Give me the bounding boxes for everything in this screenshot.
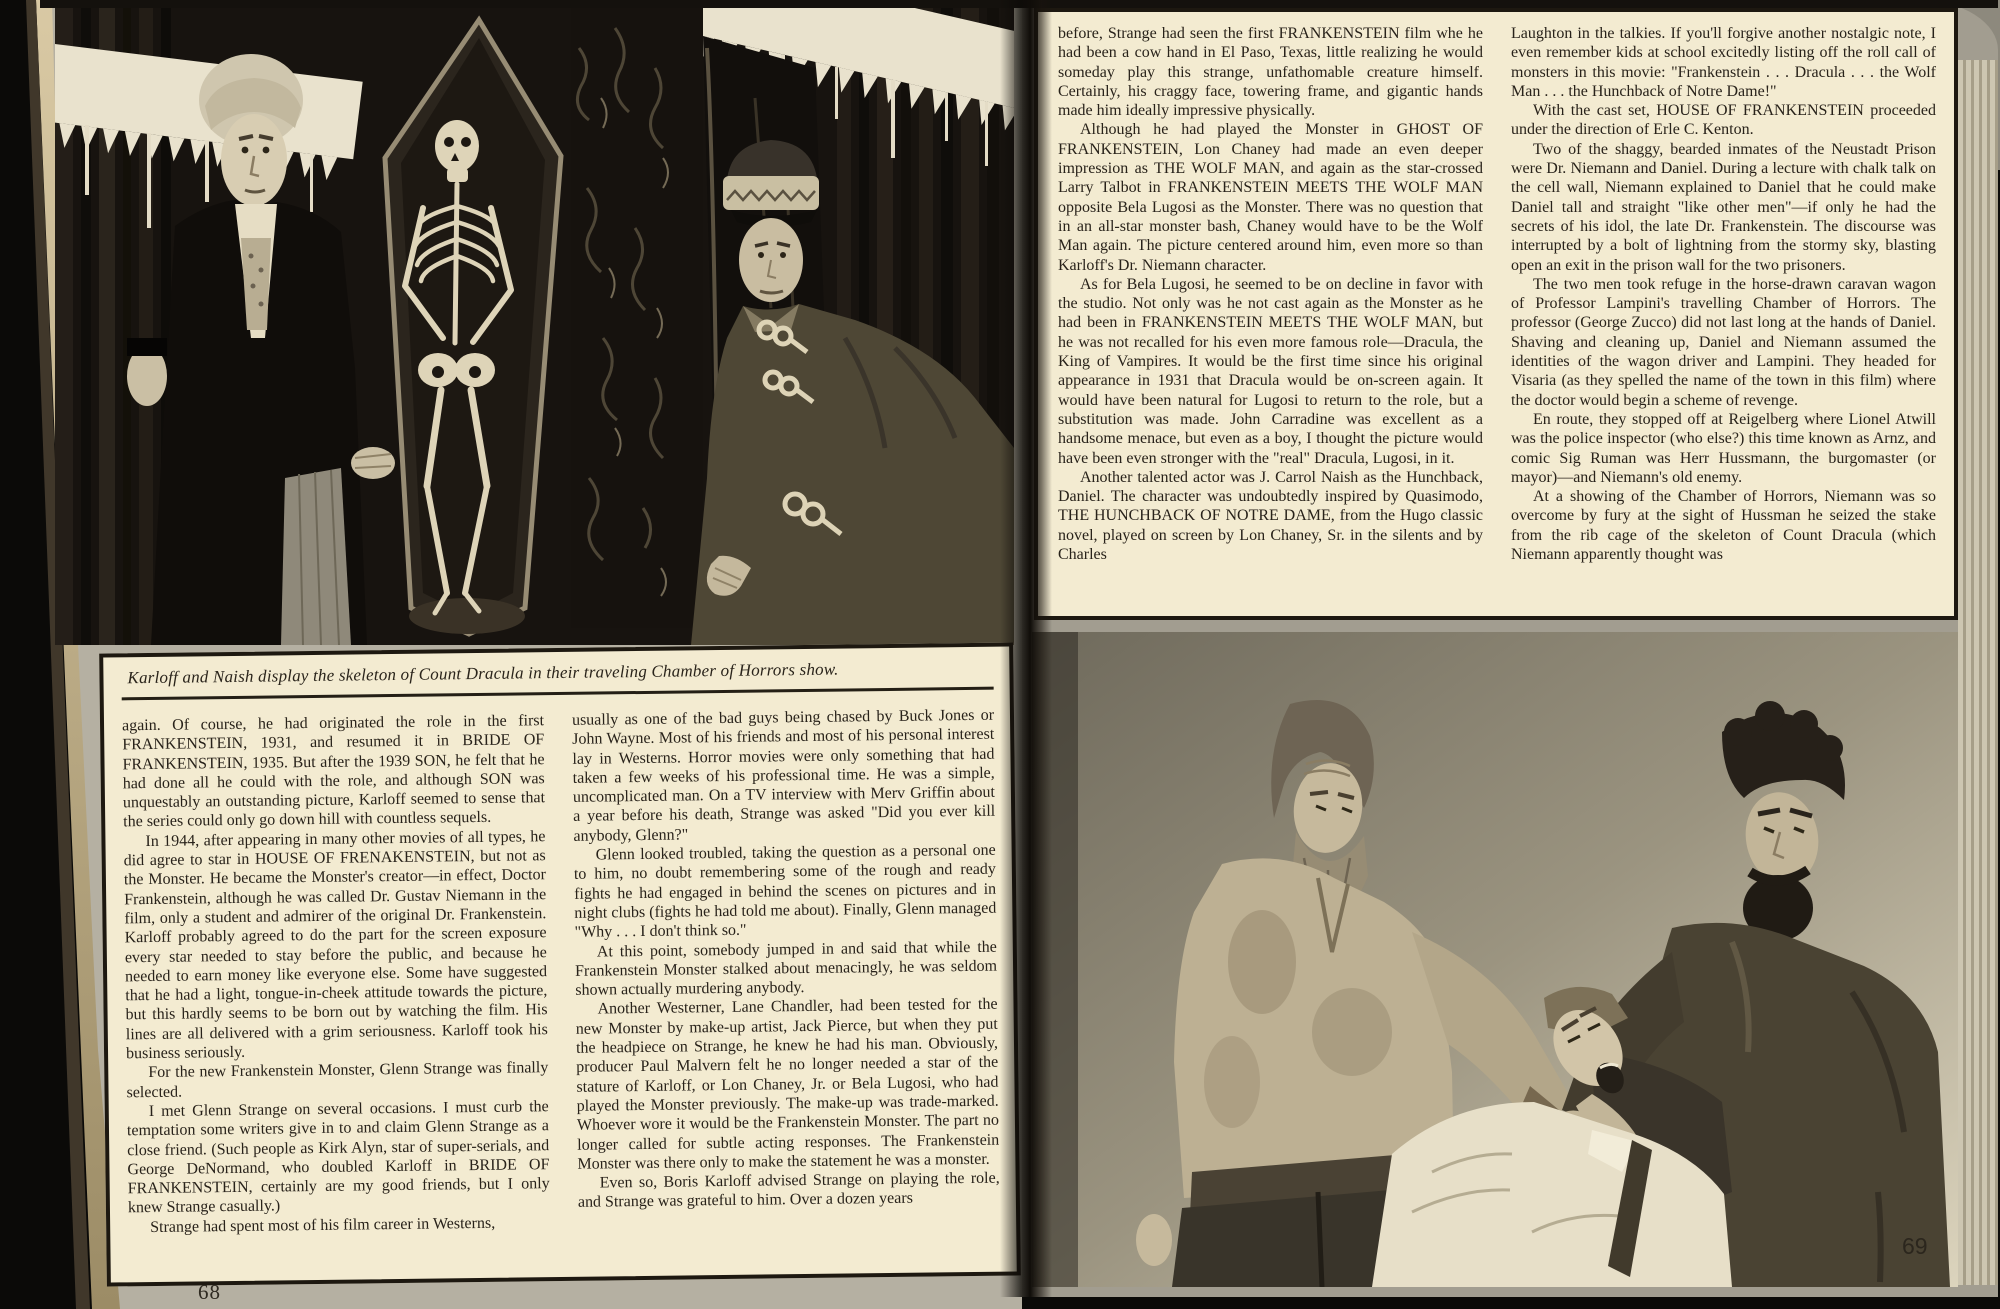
paragraph: Two of the shaggy, bearded inmates of the Neustadt Prison were Dr. Niemann and Daniel. During a lecture with chalk talk on the cell wall, Niemann explained to Daniel that he could make Daniel tall and straight "like other men"—if only he had the secrets of his idol, the late Dr. Frankenstein. The discourse was interrupted by a bolt of lightning from the stormy sky, blasting open an exit in the prison wall for the two prisoners. <box>1511 140 1936 274</box>
paragraph: Another Westerner, Lane Chandler, had been tested for the new Monster by make-up artist, Jack Pierce, but when they put the headpiece on Strange, he knew he had his man. Obviously, producer Paul Malvern felt he no longer needed a star of the stature of Karloff, or Lon Chaney, Jr. or Bela Lugosi, who had played the Monster previously. The make-up was trade-marked. Whoever wore it would be the Frankenstein Monster. The part no longer called for subtle acting responses. The Frankenstein Monster was there only to make the statement he was a monster. <box>575 996 1000 1173</box>
page-number-69: 69 <box>1902 1233 1928 1259</box>
page-number-68: 68 <box>198 1280 221 1304</box>
paragraph: En route, they stopped off at Reigelberg where Lionel Atwill was the police inspector (who else?) this time known as Arnz, and comic Sig Ruman was Herr Hussmann, the burgomaster (or mayor)—and Niemann's old enemy. <box>1511 410 1936 486</box>
paragraph: I met Glenn Strange on several occasions. I must curb the temptation some writers give in to and claim Glenn Strange as a close friend. (Such people as Kirk Alyn, star of super-serials, and George DeNormand, who doubled Karloff in BRIDE OF FRANKENSTEIN, certainly are my good friends, but I only knew Strange casually.) <box>126 1098 550 1217</box>
right-text-box <box>1034 8 1958 620</box>
paragraph: Another talented actor was J. Carrol Naish as the Hunchback, Daniel. The character was undoubtedly inspired by Quasimodo, THE HUNCHBACK OF NOTRE DAME, from the Hugo classic novel, played on screen by Lon Chaney, Sr. in the silents and by Charles <box>1058 468 1483 564</box>
photo-karloff-naish-skeleton <box>55 8 1014 645</box>
right-column-2 <box>1511 24 1936 564</box>
paragraph: again. Of course, he had originated the role in the first FRANKENSTEIN, 1931, and resumed it in BRIDE OF FRANKENSTEIN, 1935. But after the 1939 SON, he felt that he had done all he could with the role, and although SON was unquestably an outstanding picture, Karloff seemed to sense that the series could only go down hill with countless sequels. <box>121 712 546 831</box>
paragraph: Glenn looked troubled, taking the question as a personal one to him, no doubt remembering some of the rough and ready fights he had engaged in behind the scenes on pictures and in night clubs (fights he had told me about). Finally, Glenn managed "Why . . . I don't think so." <box>573 841 997 942</box>
paragraph: Laughton in the talkies. If you'll forgive another nostalgic note, I even remember kids at school excitedly listing off the roll call of monsters in this movie: "Frankenstein . . . Dracula . . . the Wolf Man . . . the Hunchback of Notre Dame!" <box>1511 25 1936 100</box>
photo-caption: Karloff and Naish display the skeleton of Count Dracula in their traveling Chamber of Horrors show. <box>127 659 839 688</box>
paragraph: At a showing of the Chamber of Horrors, Niemann was so overcome by fury at the sight of Hussman he seized the stake from the rib cage of the skeleton of Count Dracula (which Niemann apparently thought was <box>1511 488 1936 564</box>
paragraph: In 1944, after appearing in many other movies of all types, he did agree to star in HOUSE OF FRENAKENSTEIN, but not as the Monster. He became the Monster's creator—in effect, Doctor Frankenstein, although he was called Dr. Gustav Niemann in the film, only a student and admirer of the original Dr. Frankenstein. Karloff probably agreed to do the part for the screen exposure every star needed to stay before the public, and because he needed to earn money like everyone else. Some have suggested that he had a light, tongue-in-cheek attitude towards the picture, but this hardly seems to be born out by watching the film. His lines are all delivered with a grim seriousness. Karloff took his business seriously. <box>123 827 548 1063</box>
paragraph: At this point, somebody jumped in and said that while the Frankenstein Monster stalked about menacingly, he was seldom shown actually murdering anybody. <box>574 938 998 999</box>
paragraph: Even so, Boris Karloff advised Strange on playing the role, and Strange was grateful to him. Over a dozen years <box>577 1169 1000 1212</box>
paragraph: With the cast set, HOUSE OF FRANKENSTEIN proceeded under the direction of Erle C. Kenton. <box>1511 102 1936 139</box>
photo-strangling-scene <box>1032 632 1958 1287</box>
paragraph: For the new Frankenstein Monster, Glenn Strange was finally selected. <box>126 1059 549 1101</box>
left-text-box <box>99 642 1021 1286</box>
paragraph: As for Bela Lugosi, he seemed to be on decline in favor with the studio. Not only was he not cast again as the Monster as he had been in FRANKENSTEIN MEETS THE WOLF MAN, but he was not recalled for his even more famous role—Dracula, the King of Vampires. It would be the first time since his original appearance in 1931 that Dracula would be on-screen again. It would have been natural for Lugosi to return to the role, but a substitution was made. John Carradine was excellent as a handsome menace, but even as a boy, I thought the picture would have been even stronger with the "real" Dracula, Lugosi, in it. <box>1058 275 1483 467</box>
top-shadow-strip <box>40 0 1998 8</box>
paragraph: Although he had played the Monster in GHOST OF FRANKENSTEIN, Lon Chaney had made an even deeper impression as THE WOLF MAN, and again as the star-crossed Larry Talbot in FRANKENSTEIN MEETS THE WOLF MAN opposite Bela Lugosi as the Monster. There was no question that in an all-star monster bash, Chaney would have to be the Wolf Man again. The picture centered around him, even more so than Karloff's Dr. Niemann character. <box>1058 121 1483 274</box>
right-page-columns <box>1058 24 1936 564</box>
left-column-2 <box>572 706 1000 1232</box>
right-column-1 <box>1058 24 1483 564</box>
gutter-shadow-on-photo <box>1032 632 1078 1287</box>
left-column-1 <box>122 711 550 1237</box>
paragraph: The two men took refuge in the horse-drawn caravan wagon of Professor Lampini's travelling Chamber of Horrors. The professor (George Zucco) did not last long at the hands of Daniel. Shaving and cleaning up, Daniel and Niemann assumed the identities of the wagon driver and Lampini. They headed for Visaria (as they spelled the name of the town in this film) where the doctor would begin a scheme of revenge. <box>1511 275 1936 409</box>
paragraph: before, Strange had seen the first FRANKENSTEIN film whe he had been a cow hand in El Paso, Texas, little realizing he would someday play this strange, unfathomable creature himself. Certainly, his craggy face, towering frame, and gigantic hands made him ideally impressive physically. <box>1058 25 1483 120</box>
paragraph: usually as one of the bad guys being chased by Buck Jones or John Wayne. Most of his friends and most of his personal interest lay in Westerns. Horror movies were only something that had taken a few weeks of his professional time. He was a simple, uncomplicated man. On a TV interview with Merv Griffin about a year before his death, Strange was asked "Did you ever kill anybody, Glenn?" <box>571 706 996 845</box>
right-page-edge-texture <box>1958 60 1998 1285</box>
left-page-columns <box>122 706 1000 1238</box>
paragraph: Strange had spent most of his film career in Westerns, <box>150 1214 496 1236</box>
